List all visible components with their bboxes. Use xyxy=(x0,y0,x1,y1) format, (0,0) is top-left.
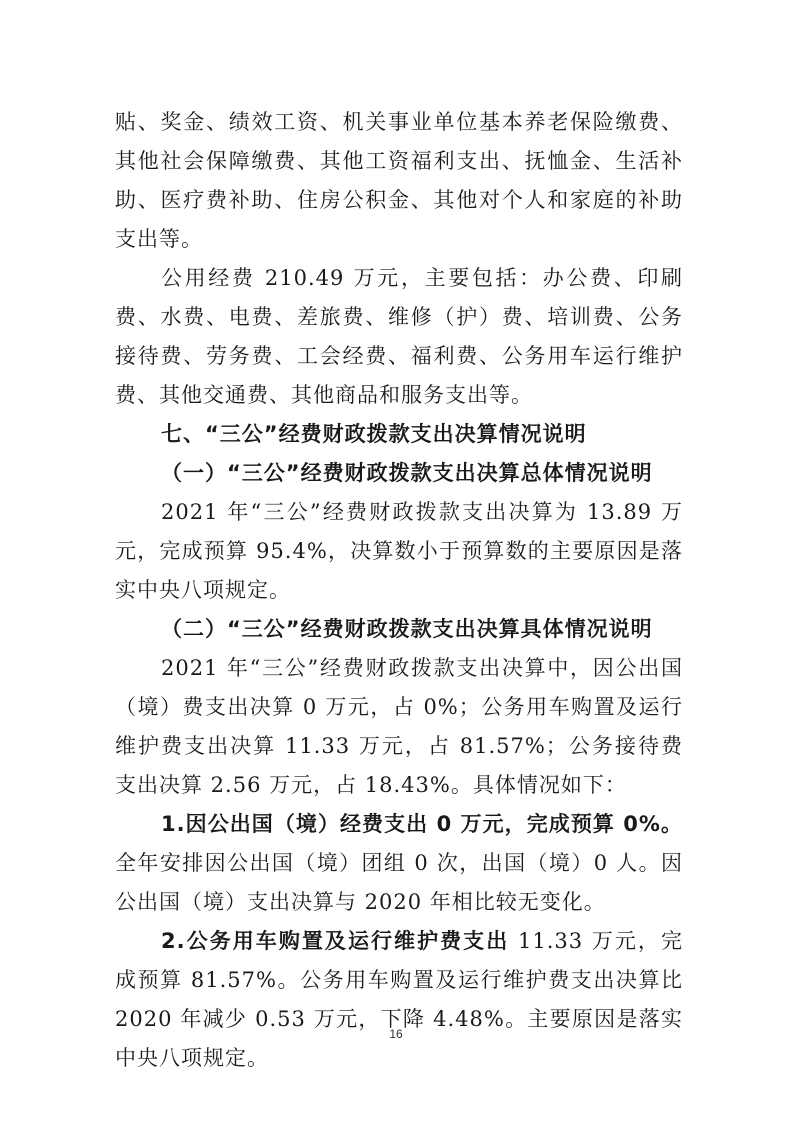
body-text xyxy=(115,103,683,1078)
paragraph-overseas-travel xyxy=(115,805,683,922)
paragraph-overall-summary: 2021 年“三公”经费财政拨款支出决算为 13.89 万元，完成预算 95.4%，决算数小于预算数的主要原因是落实中央八项规定。 xyxy=(115,500,683,602)
paragraph-public-funds: 公用经费 210.49 万元，主要包括：办公费、印刷费、水费、电费、差旅费、维修（护）费、培训费、公务接待费、劳务费、工会经费、福利费、公务用车运行维护费、其他交通费、其他商品和服务支出等。 xyxy=(115,266,683,407)
official-vehicles-detail: 11.33 万元，完成预算 81.57%。公务用车购置及运行维护费支出决算比 2020 年减少 0.53 万元，下降 4.48%。主要原因是落实中央八项规定。 xyxy=(115,929,683,1070)
official-vehicles-lead: 2.公务用车购置及运行维护费支出 xyxy=(161,929,510,953)
section-heading-three-public-funds: 七、“三公”经费财政拨款支出决算情况说明 xyxy=(161,422,587,446)
paragraph-official-vehicles xyxy=(115,922,683,1078)
overseas-travel-detail: 全年安排因公出国（境）团组 0 次，出国（境）0 人。因公出国（境）支出决算与 2020 年相比较无变化。 xyxy=(115,851,683,914)
paragraph-personnel-costs-continued: 贴、奖金、绩效工资、机关事业单位基本养老保险缴费、其他社会保障缴费、其他工资福利支出、抚恤金、生活补助、医疗费补助、住房公积金、其他对个人和家庭的补助支出等。 xyxy=(115,110,683,251)
subsection-heading-specific: （二）“三公”经费财政拨款支出决算具体情况说明 xyxy=(161,617,653,641)
paragraph-specific-summary: 2021 年“三公”经费财政拨款支出决算中，因公出国（境）费支出决算 0 万元，占 0%；公务用车购置及运行维护费支出决算 11.33 万元，占 81.57%；公务接待费支出决算 2.56 万元，占 18.43%。具体情况如下： xyxy=(115,656,683,797)
page-number: 16 xyxy=(389,1027,403,1041)
subsection-heading-overall: （一）“三公”经费财政拨款支出决算总体情况说明 xyxy=(161,461,653,485)
overseas-travel-lead: 1.因公出国（境）经费支出 0 万元，完成预算 0%。 xyxy=(161,812,683,836)
